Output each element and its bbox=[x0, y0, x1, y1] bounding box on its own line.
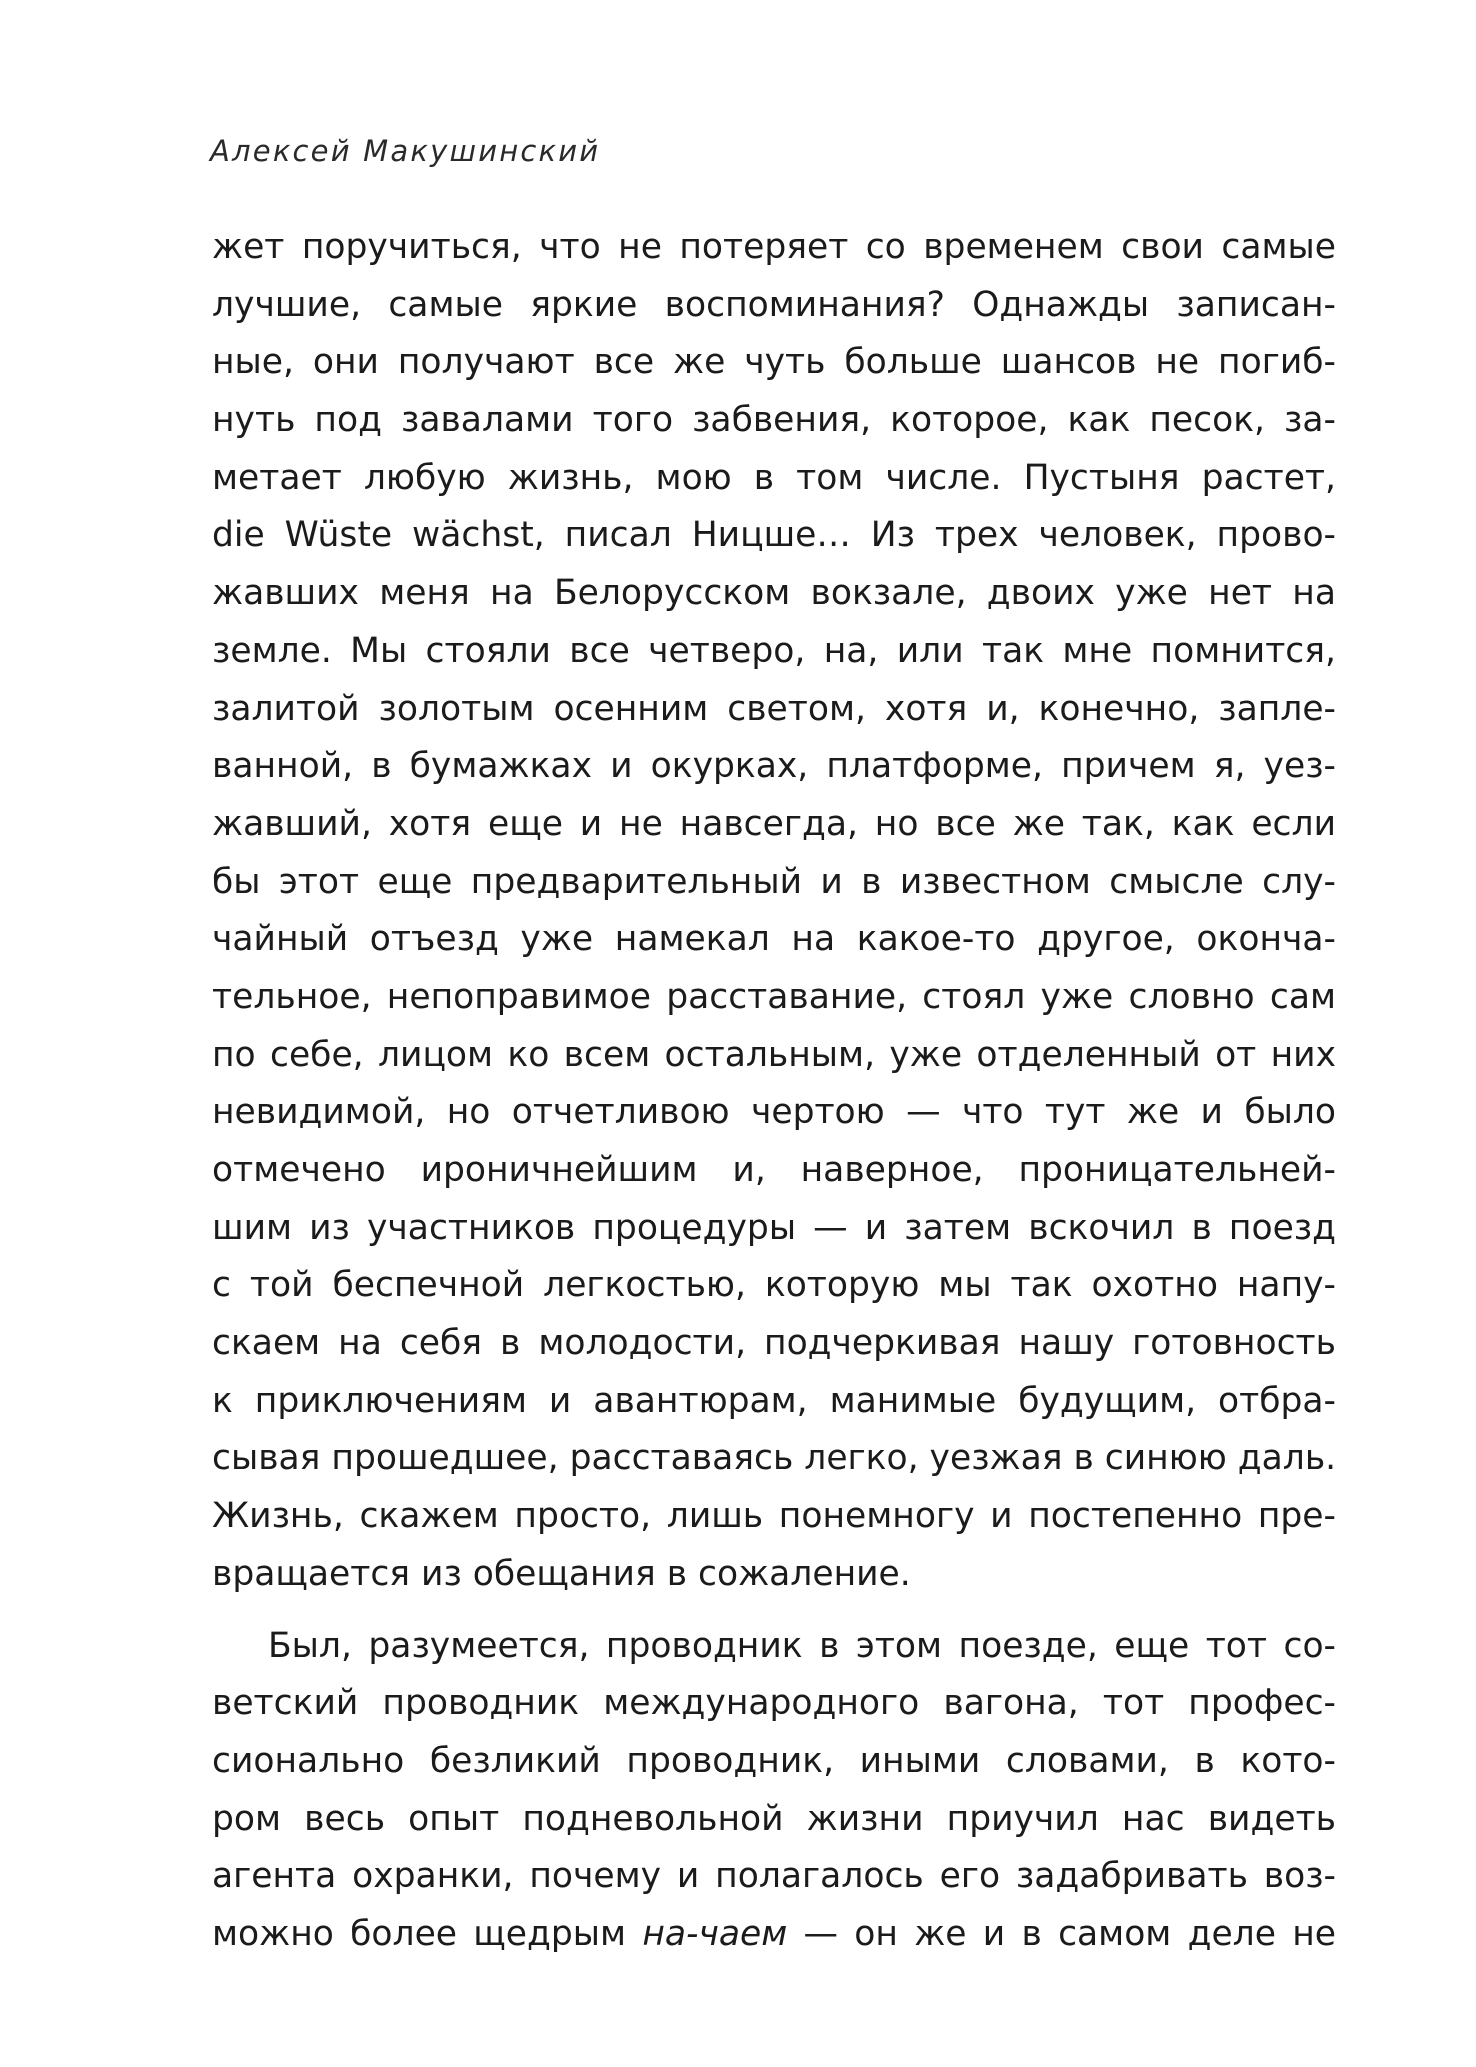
text-line: сионально безликий проводник, иными словами, в кото- bbox=[212, 1740, 1336, 1781]
text-span: можно более щедрым bbox=[212, 1913, 643, 1954]
text-line: по себе, лицом ко всем остальным, уже отделенный от них bbox=[212, 1034, 1336, 1075]
text-line: залитой золотым осенним светом, хотя и, конечно, запле- bbox=[212, 688, 1336, 729]
paragraph-1 bbox=[212, 219, 1336, 1604]
text-line: с той беспечной легкостью, которую мы так охотно напу- bbox=[212, 1265, 1336, 1306]
text-line: агента охранки, почему и полагалось его задабривать воз- bbox=[212, 1856, 1336, 1897]
text-line: die Wüste wächst, писал Ницше… Из трех человек, прово- bbox=[212, 515, 1336, 556]
text-line: бы этот еще предварительный и в известном смысле слу- bbox=[212, 861, 1336, 902]
text-line: шим из участников процедуры — и затем вскочил в поезд bbox=[212, 1207, 1336, 1248]
text-line: нуть под завалами того забвения, которое, как песок, за- bbox=[212, 400, 1336, 441]
text-line: тельное, непоправимое расставание, стоял уже словно сам bbox=[212, 976, 1336, 1017]
text-line: ные, они получают все же чуть больше шансов не погиб- bbox=[212, 342, 1336, 383]
text-line: ром весь опыт подневольной жизни приучил нас видеть bbox=[212, 1798, 1336, 1839]
italic-emphasis: на-чаем bbox=[642, 1913, 788, 1954]
text-line: сывая прошедшее, расставаясь легко, уезжая в синюю даль. bbox=[212, 1438, 1336, 1479]
text-line: отмечено ироничнейшим и, наверное, проницательней- bbox=[212, 1150, 1336, 1190]
text-line: скаем на себя в молодости, подчеркивая нашу готовность bbox=[212, 1323, 1336, 1364]
text-line: к приключениям и авантюрам, манимые будущим, отбра- bbox=[212, 1380, 1336, 1421]
paragraph-gap bbox=[212, 1604, 1336, 1618]
text-line: ветский проводник международного вагона, тот профес- bbox=[212, 1683, 1336, 1724]
body-text bbox=[212, 219, 1336, 1964]
text-line-last: вращается из обещания в сожаление. bbox=[212, 1553, 911, 1594]
text-line: ванной, в бумажках и окурках, платформе, причем я, уез- bbox=[212, 746, 1336, 787]
text-line: жет поручиться, что не потеряет со временем свои самые bbox=[212, 227, 1336, 267]
text-line-indented: Был, разумеется, проводник в этом поезде, еще тот со- bbox=[268, 1625, 1336, 1666]
text-line: метает любую жизнь, мою в том числе. Пустыня растет, bbox=[212, 457, 1336, 498]
text-line: невидимой, но отчетливою чертою — что тут же и было bbox=[212, 1092, 1336, 1133]
paragraph-2 bbox=[212, 1618, 1336, 1964]
text-line: земле. Мы стояли все четверо, на, или так мне помнится, bbox=[212, 630, 1336, 671]
text-line: жавший, хотя еще и не навсегда, но все же так, как если bbox=[212, 803, 1336, 844]
text-line: жавших меня на Белорусском вокзале, двоих уже нет на bbox=[212, 573, 1336, 614]
text-line-with-italic bbox=[212, 1906, 1336, 1964]
text-span: — он же и в самом деле не bbox=[787, 1913, 1336, 1954]
text-line: Жизнь, скажем просто, лишь понемногу и постепенно пре- bbox=[212, 1496, 1336, 1537]
running-head-author: Алексей Макушинский bbox=[210, 134, 601, 168]
text-line: лучшие, самые яркие воспоминания? Однажды записан- bbox=[212, 284, 1336, 325]
text-line: чайный отъезд уже намекал на какое-то другое, оконча- bbox=[212, 919, 1336, 960]
